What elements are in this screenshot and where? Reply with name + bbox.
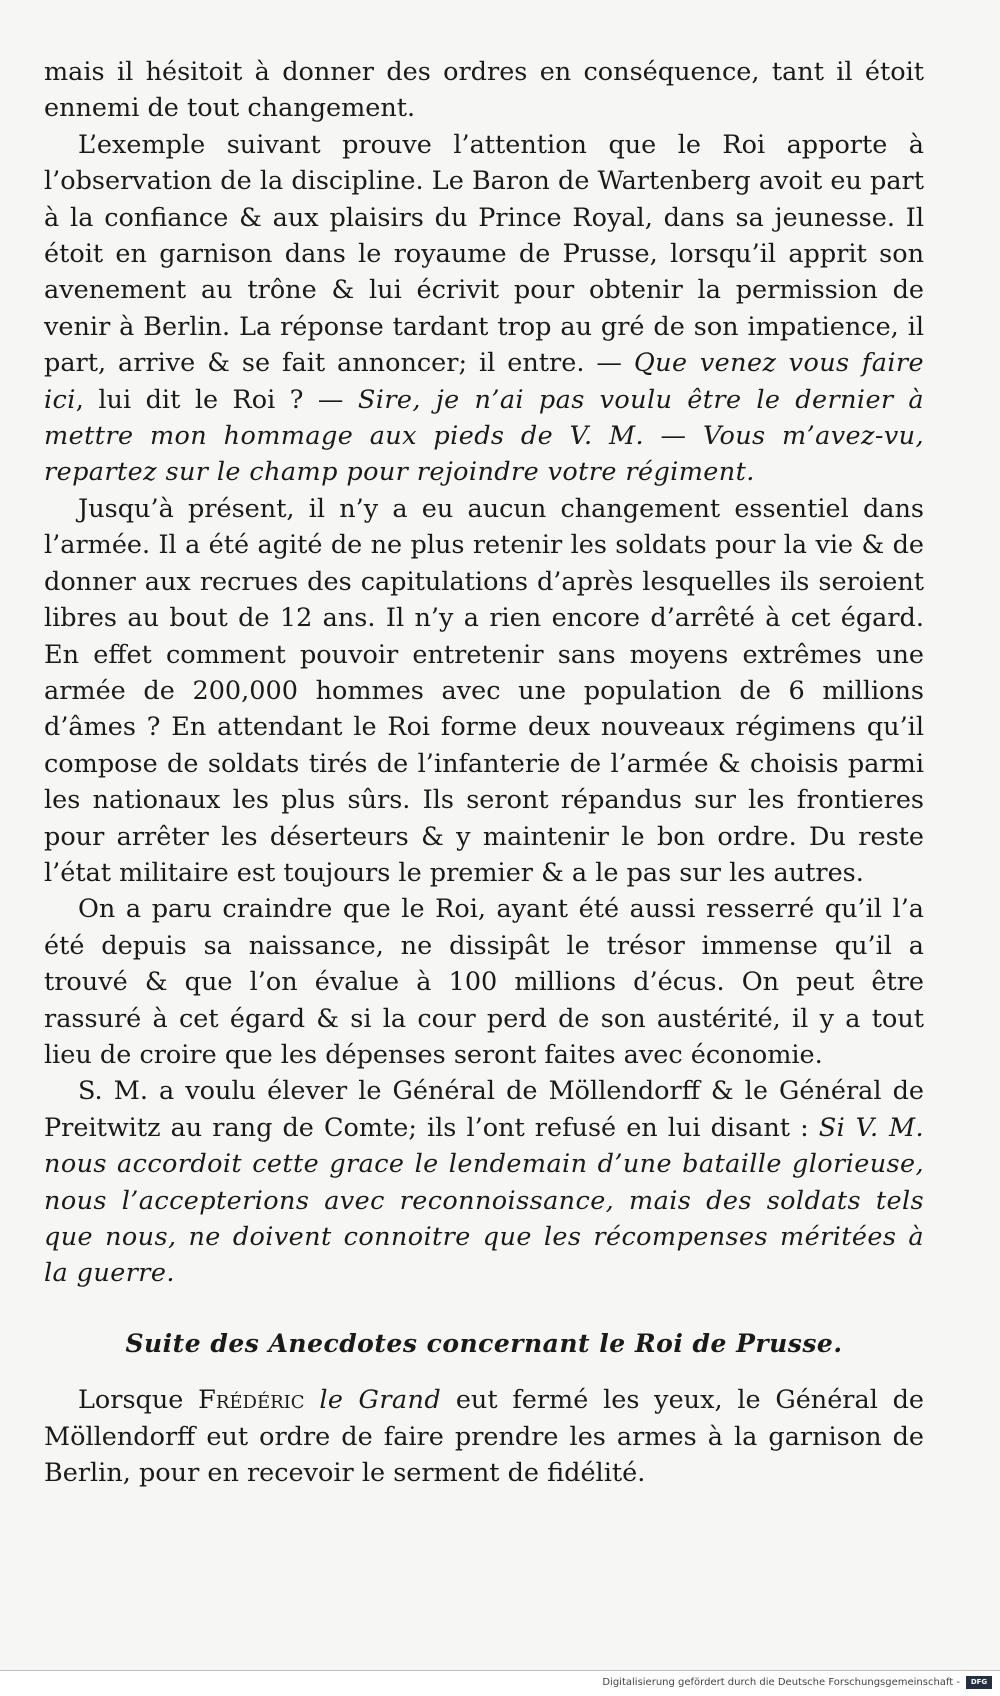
paragraph-text: eut fermé les yeux, le Général de Möllendorff eut ordre de faire prendre les armes à la garnison de Berlin, pour en recevoir le serment de fidélité.: [44, 1385, 925, 1489]
body-text: [44, 54, 924, 1491]
paragraph-text: , lui dit le Roi ? —: [75, 384, 344, 415]
footer-credit: Digitalisierung gefördert durch die Deutsche Forschungsgemeinschaft -: [602, 1677, 960, 1688]
section-heading: Suite des Anecdotes concernant le Roi de Prusse.: [125, 1328, 843, 1358]
paragraph-treasury: On a paru craindre que le Roi, ayant été aussi resserré qu’il l’a été depuis sa naissance, ne dissipât le trésor immense qu’il a trouvé & que l’on évalue à 100 millions d’écus. On peut être rassuré à cet égard & si la cour perd de son austérité, il y a tout lieu de croire que les dépenses seront faites avec économie.: [44, 894, 924, 1070]
paragraph-continuation: mais il hésitoit à donner des ordres en conséquence, tant il étoit ennemi de tout changement.: [44, 57, 924, 124]
quote-generals: Si V. M. nous accordoit cette grace le lendemain d’une bataille glorieuse, nous l’accepterions avec reconnoissance, mais des soldats tels que nous, ne doivent connoitre que les récompenses méritées à la guerre.: [44, 1112, 924, 1289]
quote-exchange: Sire, je n’ai pas voulu être le dernier à mettre mon hommage aux pieds de V. M. — Vous m’avez-vu, repartez sur le champ pour rejoindre votre régiment.: [44, 384, 925, 488]
paragraph-frederic: [44, 1382, 924, 1491]
name-frederic: Frédéric: [198, 1385, 305, 1416]
digitization-footer: [0, 1670, 1000, 1696]
paragraph-text: Lorsque: [78, 1385, 184, 1416]
paragraph-text: L’exemple suivant prouve l’attention que le Roi apporte à l’observation de la discipline. Le Baron de Wartenberg avoit eu part à la confiance & aux plaisirs du Prince Royal, dans sa jeunesse. Il étoit en garnison dans le royaume de Prusse, lorsqu’il apprit son avenement au trône & lui écrivit pour obtenir la permission de venir à Berlin. La réponse tardant trop au gré de son impatience, il part, arrive & se fait annoncer; il entre. —: [44, 129, 924, 379]
quote-king: Que venez vous faire ici: [44, 348, 924, 415]
paragraph-army: Jusqu’à présent, il n’y a eu aucun changement essentiel dans l’armée. Il a été agité de ne plus retenir les soldats pour la vie & de donner aux recrues des capitulations d’après lesquelles ils seroient libres au bout de 12 ans. Il n’y a rien encore d’arrêté à cet égard. En effet comment pouvoir entretenir sans moyens extrêmes une armée de 200,000 hommes avec une population de 6 millions d’âmes ? En attendant le Roi forme deux nouveaux régimens qu’il compose de soldats tirés de l’infanterie de l’armée & choisis parmi les nationaux les plus sûrs. Ils seront répandus sur les frontieres pour arrêter les déserteurs & y maintenir le bon ordre. Du reste l’état militaire est toujours le premier & a le pas sur les autres.: [44, 493, 924, 888]
paragraph-wartenberg: [44, 127, 924, 491]
paragraph-generals: [44, 1073, 924, 1291]
epithet: le Grand: [319, 1385, 442, 1416]
dfg-logo-icon: DFG: [966, 1676, 992, 1689]
paragraph-text: S. M. a voulu élever le Général de Möllendorff & le Général de Preitwitz au rang de Comte; ils l’ont refusé en lui disant :: [44, 1076, 924, 1143]
